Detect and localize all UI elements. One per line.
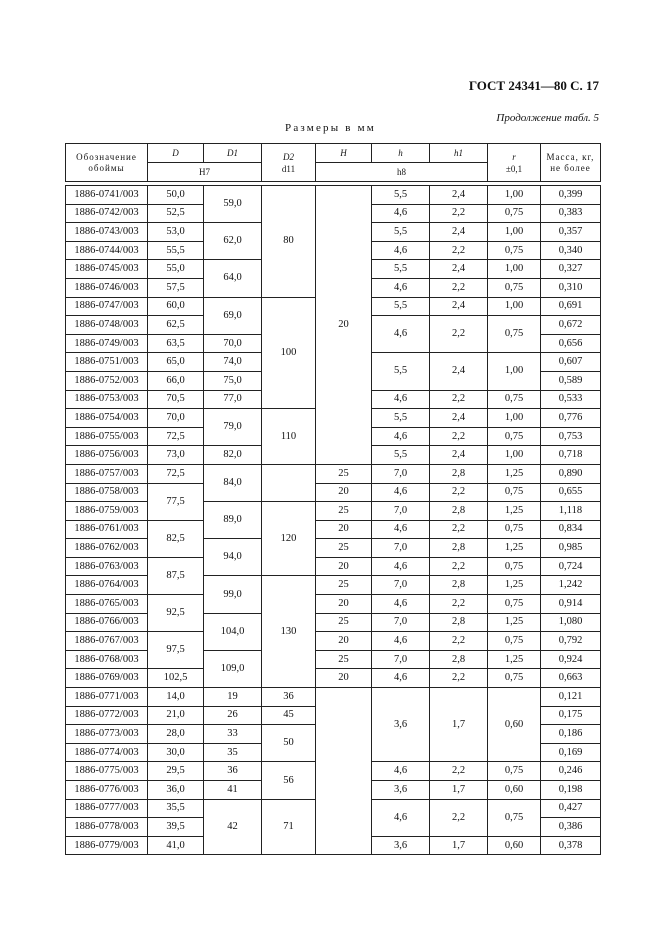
col-h: h: [372, 144, 430, 163]
cell-m: 0,399: [541, 186, 601, 205]
cell-des: 1886-0778/003: [66, 818, 148, 837]
cell-h: 7,0: [372, 464, 430, 483]
cell-des: 1886-0759/003: [66, 502, 148, 521]
cell-D: 102,5: [148, 669, 204, 688]
cell-des: 1886-0744/003: [66, 241, 148, 260]
cell-H: 20: [316, 186, 372, 465]
cell-D: 60,0: [148, 297, 204, 316]
cell-r: 0,60: [488, 688, 541, 762]
cell-h: 4,6: [372, 595, 430, 614]
cell-D1: 99,0: [204, 576, 262, 613]
cell-D1: 74,0: [204, 353, 262, 372]
cell-r: 0,75: [488, 483, 541, 502]
cell-H: 25: [316, 650, 372, 669]
cell-m: 0,792: [541, 632, 601, 651]
cell-m: 0,691: [541, 297, 601, 316]
cell-r: 0,75: [488, 669, 541, 688]
cell-D: 87,5: [148, 557, 204, 594]
cell-m: 0,914: [541, 595, 601, 614]
table-row: [66, 669, 601, 688]
cell-m: 0,724: [541, 557, 601, 576]
cell-des: 1886-0746/003: [66, 278, 148, 297]
cell-H: 20: [316, 520, 372, 539]
cell-D2: 45: [262, 706, 316, 725]
cell-des: 1886-0777/003: [66, 799, 148, 818]
cell-D1: 79,0: [204, 409, 262, 446]
cell-des: 1886-0741/003: [66, 186, 148, 205]
cell-des: 1886-0757/003: [66, 464, 148, 483]
cell-H: 20: [316, 557, 372, 576]
cell-h: 7,0: [372, 539, 430, 558]
cell-m: 0,198: [541, 781, 601, 800]
col-h1: h1: [430, 144, 488, 163]
cell-D2: [262, 464, 316, 501]
col-D2-group: [262, 144, 316, 182]
cell-D1: 70,0: [204, 334, 262, 353]
cell-r: 1,00: [488, 297, 541, 316]
cell-h1: 2,2: [430, 483, 488, 502]
cell-D: 73,0: [148, 446, 204, 465]
cell-r: 0,75: [488, 557, 541, 576]
cell-h1: 1,7: [430, 836, 488, 855]
cell-r: 1,25: [488, 539, 541, 558]
cell-des: 1886-0767/003: [66, 632, 148, 651]
tol-d11: d11: [281, 163, 296, 174]
cell-des: 1886-0748/003: [66, 316, 148, 335]
cell-r: 0,75: [488, 390, 541, 409]
cell-r: 0,75: [488, 241, 541, 260]
cell-D: 36,0: [148, 781, 204, 800]
cell-h: 5,5: [372, 353, 430, 390]
col-r: r: [512, 151, 516, 162]
cell-r: 0,60: [488, 836, 541, 855]
cell-h: 4,6: [372, 520, 430, 539]
cell-D: 66,0: [148, 371, 204, 390]
cell-D: 92,5: [148, 595, 204, 632]
cell-h1: 2,8: [430, 464, 488, 483]
cell-h1: 2,4: [430, 186, 488, 205]
cell-D: 57,5: [148, 278, 204, 297]
cell-D: 53,0: [148, 223, 204, 242]
col-r-group: [488, 144, 541, 182]
cell-des: 1886-0752/003: [66, 371, 148, 390]
cell-des: 1886-0753/003: [66, 390, 148, 409]
tol-h8: h8: [316, 163, 488, 182]
cell-h1: 2,2: [430, 278, 488, 297]
cell-des: 1886-0766/003: [66, 613, 148, 632]
cell-m: 1,242: [541, 576, 601, 595]
cell-H: 20: [316, 595, 372, 614]
col-designation: Обозначение обоймы: [66, 144, 148, 182]
cell-m: 0,121: [541, 688, 601, 707]
cell-m: 0,175: [541, 706, 601, 725]
cell-D: 30,0: [148, 743, 204, 762]
cell-m: 0,533: [541, 390, 601, 409]
col-mass: Масса, кг, не более: [541, 144, 601, 182]
cell-D: 97,5: [148, 632, 204, 669]
cell-r: 1,00: [488, 353, 541, 390]
cell-h: 4,6: [372, 632, 430, 651]
cell-h1: 2,8: [430, 539, 488, 558]
cell-h1: 1,7: [430, 688, 488, 762]
cell-h1: 2,4: [430, 297, 488, 316]
cell-m: 0,378: [541, 836, 601, 855]
cell-m: 0,383: [541, 204, 601, 223]
cell-D1: 59,0: [204, 186, 262, 223]
cell-h: 4,6: [372, 316, 430, 353]
cell-D2: 36: [262, 688, 316, 707]
cell-D1: 36: [204, 762, 262, 781]
cell-m: 1,080: [541, 613, 601, 632]
cell-r: 1,00: [488, 186, 541, 205]
cell-h1: 2,2: [430, 427, 488, 446]
cell-D2: 50: [262, 725, 316, 762]
cell-des: 1886-0761/003: [66, 520, 148, 539]
cell-r: 0,60: [488, 781, 541, 800]
cell-h1: 2,2: [430, 595, 488, 614]
cell-des: 1886-0742/003: [66, 204, 148, 223]
cell-r: 1,00: [488, 260, 541, 279]
cell-D: 14,0: [148, 688, 204, 707]
cell-m: 0,672: [541, 316, 601, 335]
cell-r: 0,75: [488, 204, 541, 223]
cell-h1: 2,8: [430, 502, 488, 521]
cell-h1: 2,4: [430, 353, 488, 390]
cell-D1: 19: [204, 688, 262, 707]
cell-des: 1886-0762/003: [66, 539, 148, 558]
cell-r: 1,25: [488, 464, 541, 483]
cell-m: 0,655: [541, 483, 601, 502]
cell-D2: 56: [262, 762, 316, 799]
table-row: [66, 632, 601, 651]
cell-H: 25: [316, 539, 372, 558]
table-row: [66, 539, 601, 558]
cell-m: 0,890: [541, 464, 601, 483]
cell-h: 4,6: [372, 557, 430, 576]
table-row: [66, 464, 601, 483]
cell-D2: 100: [262, 297, 316, 409]
dimensions-table: [65, 143, 601, 855]
cell-D: 82,5: [148, 520, 204, 557]
cell-H: 25: [316, 613, 372, 632]
cell-h: 7,0: [372, 613, 430, 632]
cell-h1: 2,2: [430, 799, 488, 836]
cell-m: 1,118: [541, 502, 601, 521]
cell-m: 0,357: [541, 223, 601, 242]
cell-m: 0,246: [541, 762, 601, 781]
cell-h1: 2,2: [430, 557, 488, 576]
cell-D: 29,5: [148, 762, 204, 781]
cell-r: 0,75: [488, 632, 541, 651]
cell-m: 0,186: [541, 725, 601, 744]
cell-h: 5,5: [372, 297, 430, 316]
table-row: [66, 688, 601, 707]
cell-h: 7,0: [372, 576, 430, 595]
table-row: [66, 557, 601, 576]
table-continuation: Продолжение табл. 5: [496, 112, 599, 124]
table-row: [66, 613, 601, 632]
cell-des: 1886-0764/003: [66, 576, 148, 595]
cell-h1: 2,2: [430, 390, 488, 409]
table-row: [66, 650, 601, 669]
cell-D1: 69,0: [204, 297, 262, 334]
cell-des: 1886-0754/003: [66, 409, 148, 428]
cell-des: 1886-0768/003: [66, 650, 148, 669]
cell-D2: 130: [262, 576, 316, 688]
cell-D: 41,0: [148, 836, 204, 855]
cell-m: 0,386: [541, 818, 601, 837]
cell-H: 25: [316, 464, 372, 483]
cell-D: 72,5: [148, 464, 204, 483]
cell-h1: 1,7: [430, 781, 488, 800]
cell-h1: 2,4: [430, 223, 488, 242]
cell-D: 70,0: [148, 409, 204, 428]
cell-m: 0,589: [541, 371, 601, 390]
cell-h1: 2,2: [430, 241, 488, 260]
cell-h: 5,5: [372, 446, 430, 465]
cell-D: 50,0: [148, 186, 204, 205]
cell-r: 1,25: [488, 502, 541, 521]
cell-m: 0,985: [541, 539, 601, 558]
cell-des: 1886-0756/003: [66, 446, 148, 465]
tol-H7: H7: [148, 163, 262, 182]
cell-H: 20: [316, 632, 372, 651]
cell-h: 5,5: [372, 223, 430, 242]
cell-D1: 82,0: [204, 446, 262, 465]
cell-H: 25: [316, 502, 372, 521]
cell-h: 4,6: [372, 762, 430, 781]
cell-h1: 2,8: [430, 650, 488, 669]
cell-des: 1886-0771/003: [66, 688, 148, 707]
table-row: [66, 502, 601, 521]
cell-r: 1,25: [488, 650, 541, 669]
cell-D: 35,5: [148, 799, 204, 818]
cell-m: 0,718: [541, 446, 601, 465]
cell-D: 52,5: [148, 204, 204, 223]
cell-h: 4,6: [372, 427, 430, 446]
table-row: [66, 576, 601, 595]
cell-h1: 2,2: [430, 669, 488, 688]
cell-m: 0,776: [541, 409, 601, 428]
cell-H: 20: [316, 669, 372, 688]
cell-m: 0,327: [541, 260, 601, 279]
cell-des: 1886-0776/003: [66, 781, 148, 800]
cell-h: 4,6: [372, 483, 430, 502]
cell-D2: 110: [262, 409, 316, 465]
cell-m: 0,753: [541, 427, 601, 446]
cell-D: 39,5: [148, 818, 204, 837]
cell-D1: 75,0: [204, 371, 262, 390]
cell-r: 0,75: [488, 316, 541, 353]
cell-h: 4,6: [372, 204, 430, 223]
cell-D1: 84,0: [204, 464, 262, 501]
cell-des: 1886-0765/003: [66, 595, 148, 614]
cell-r: 0,75: [488, 799, 541, 836]
cell-h: 5,5: [372, 186, 430, 205]
cell-h1: 2,2: [430, 316, 488, 353]
cell-D: 77,5: [148, 483, 204, 520]
cell-h1: 2,4: [430, 446, 488, 465]
cell-D: 70,5: [148, 390, 204, 409]
cell-r: 1,25: [488, 613, 541, 632]
cell-m: 0,656: [541, 334, 601, 353]
cell-h: 5,5: [372, 409, 430, 428]
cell-D1: 64,0: [204, 260, 262, 297]
cell-D: 72,5: [148, 427, 204, 446]
cell-h1: 2,2: [430, 520, 488, 539]
cell-des: 1886-0755/003: [66, 427, 148, 446]
table-row: [66, 186, 601, 205]
dimensions-caption: Размеры в мм: [285, 122, 376, 134]
cell-m: 0,607: [541, 353, 601, 372]
cell-des: 1886-0747/003: [66, 297, 148, 316]
cell-des: 1886-0743/003: [66, 223, 148, 242]
cell-r: 1,25: [488, 576, 541, 595]
cell-h: 4,6: [372, 390, 430, 409]
cell-m: 0,924: [541, 650, 601, 669]
cell-m: 0,663: [541, 669, 601, 688]
cell-h1: 2,8: [430, 613, 488, 632]
cell-h: 7,0: [372, 650, 430, 669]
cell-des: 1886-0773/003: [66, 725, 148, 744]
cell-D1: 89,0: [204, 502, 262, 539]
table-row: [66, 520, 601, 539]
cell-h: 4,6: [372, 669, 430, 688]
cell-r: 0,75: [488, 520, 541, 539]
cell-D: 28,0: [148, 725, 204, 744]
col-D1: D1: [204, 144, 262, 163]
cell-h1: 2,2: [430, 632, 488, 651]
col-D: D: [148, 144, 204, 163]
table-body: [66, 186, 601, 855]
cell-des: 1886-0774/003: [66, 743, 148, 762]
cell-D1: 33: [204, 725, 262, 744]
cell-des: 1886-0772/003: [66, 706, 148, 725]
tol-r: ±0,1: [505, 163, 523, 174]
cell-r: 0,75: [488, 427, 541, 446]
cell-des: 1886-0745/003: [66, 260, 148, 279]
cell-h: 3,6: [372, 781, 430, 800]
cell-des: 1886-0775/003: [66, 762, 148, 781]
cell-h: 3,6: [372, 688, 430, 762]
cell-des: 1886-0779/003: [66, 836, 148, 855]
cell-des: 1886-0751/003: [66, 353, 148, 372]
table-row: [66, 595, 601, 614]
cell-D1: 41: [204, 781, 262, 800]
cell-r: 1,00: [488, 223, 541, 242]
cell-D2: 120: [262, 502, 316, 576]
cell-D2: 80: [262, 186, 316, 298]
cell-h1: 2,2: [430, 204, 488, 223]
cell-H: 20: [316, 483, 372, 502]
cell-m: 0,310: [541, 278, 601, 297]
cell-des: 1886-0763/003: [66, 557, 148, 576]
cell-D: 65,0: [148, 353, 204, 372]
cell-D1: 109,0: [204, 650, 262, 687]
cell-h1: 2,2: [430, 762, 488, 781]
cell-h: 7,0: [372, 502, 430, 521]
cell-m: 0,834: [541, 520, 601, 539]
cell-D2: 71: [262, 799, 316, 855]
cell-D1: 77,0: [204, 390, 262, 409]
cell-r: 1,00: [488, 446, 541, 465]
cell-des: 1886-0749/003: [66, 334, 148, 353]
cell-m: 0,169: [541, 743, 601, 762]
cell-D1: 104,0: [204, 613, 262, 650]
cell-h1: 2,4: [430, 260, 488, 279]
col-H: H: [316, 144, 372, 163]
cell-D1: 35: [204, 743, 262, 762]
cell-D: 55,0: [148, 260, 204, 279]
cell-h: 4,6: [372, 799, 430, 836]
cell-des: 1886-0758/003: [66, 483, 148, 502]
cell-r: 1,00: [488, 409, 541, 428]
cell-h1: 2,4: [430, 409, 488, 428]
cell-D: 63,5: [148, 334, 204, 353]
cell-m: 0,340: [541, 241, 601, 260]
cell-H: [316, 688, 372, 855]
cell-r: 0,75: [488, 595, 541, 614]
cell-h: 3,6: [372, 836, 430, 855]
table-row: [66, 483, 601, 502]
cell-m: 0,427: [541, 799, 601, 818]
cell-D1: 42: [204, 799, 262, 855]
cell-r: 0,75: [488, 762, 541, 781]
cell-r: 0,75: [488, 278, 541, 297]
page-header: ГОСТ 24341—80 С. 17: [468, 78, 599, 93]
cell-D1: 62,0: [204, 223, 262, 260]
cell-H: 25: [316, 576, 372, 595]
cell-h: 4,6: [372, 241, 430, 260]
cell-D: 21,0: [148, 706, 204, 725]
cell-D1: 94,0: [204, 539, 262, 576]
cell-D: 55,5: [148, 241, 204, 260]
col-D2: D2: [283, 151, 294, 162]
cell-h1: 2,8: [430, 576, 488, 595]
cell-h: 4,6: [372, 278, 430, 297]
cell-h: 5,5: [372, 260, 430, 279]
cell-des: 1886-0769/003: [66, 669, 148, 688]
cell-D: 62,5: [148, 316, 204, 335]
cell-D1: 26: [204, 706, 262, 725]
